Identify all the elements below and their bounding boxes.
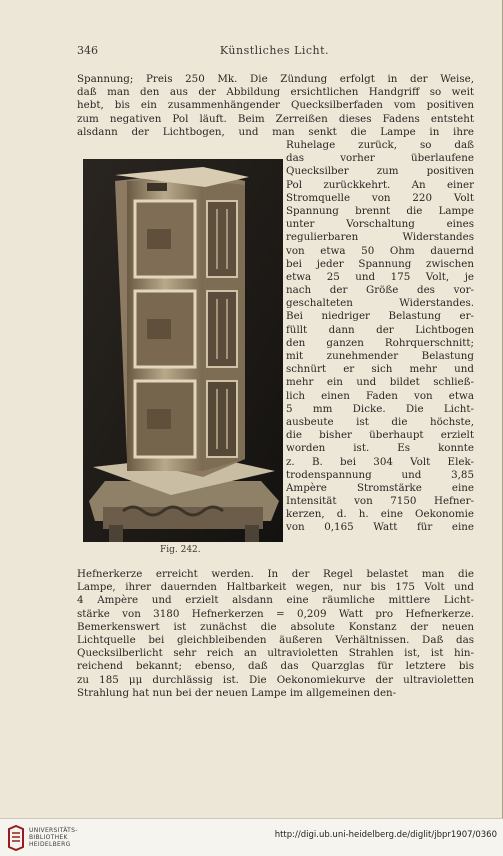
running-title: Künstliches Licht. <box>219 44 330 57</box>
text-line: Hefnerkerze erreicht werden. In der Regel belastet man die <box>77 568 474 580</box>
text-line: nach der Größe des vor- <box>286 284 474 297</box>
text-line: Spannung brennt die Lampe <box>286 204 474 217</box>
text-line: Strahlung hat nun bei der neuen Lampe im allgemeinen den- <box>77 686 397 699</box>
text-line: Pol zurückkehrt. An einer <box>286 178 474 191</box>
text-line: von etwa 50 Ohm dauernd <box>286 244 474 257</box>
text-line: mehr ein und bildet schließ- <box>286 376 474 389</box>
text-line: das vorher überlaufene <box>286 152 474 165</box>
text-line: 5 mm Dicke. Die Licht- <box>286 402 474 415</box>
text-line: regulierbaren Widerstandes <box>286 231 474 244</box>
text-line: Intensität von 7150 Hefner- <box>286 495 474 508</box>
library-line: HEIDELBERG <box>29 841 71 848</box>
text-line: z. B. bei 304 Volt Elek- <box>286 455 474 468</box>
text-line: Lampe, ihrer dauernden Haltbarkeit wegen, nur bis 175 Volt und <box>77 581 474 594</box>
text-line: bei jeder Spannung zwischen <box>286 257 474 270</box>
text-line: hebt, bis ein zusammenhängender Quecksilberfaden vom positiven <box>77 99 474 112</box>
paragraph-side <box>286 139 474 535</box>
text-line: Stromquelle von 220 Volt <box>286 191 474 204</box>
library-line: BIBLIOTHEK <box>29 834 68 841</box>
text-line: schnürt er sich mehr und <box>286 363 474 376</box>
library-name <box>29 827 78 848</box>
text-line: lich einen Faden von etwa <box>286 389 474 402</box>
text-line: alsdann der Lichtbogen, und man senkt die Lampe in ihre <box>77 125 474 138</box>
text-line: 4 Ampère und erzielt alsdann eine räumliche mittlere Licht- <box>77 594 474 607</box>
page-number: 346 <box>77 44 98 57</box>
text-line: etwa 25 und 175 Volt, je <box>286 270 474 283</box>
text-line: Spannung; Preis 250 Mk. Die Zündung erfolgt in der Weise, <box>77 73 474 85</box>
text-line: worden ist. Es konnte <box>286 442 474 455</box>
text-line: reichend bekannt; ebenso, daß das Quarzglas für letztere bis <box>77 660 474 673</box>
running-header <box>77 44 472 58</box>
text-line: zu 185 μμ durchlässig ist. Die Oekonomiekurve der ultravioletten <box>77 673 474 686</box>
text-line: trodenspannung und 3,85 <box>286 468 474 481</box>
text-line: geschalteten Widerstandes. <box>286 297 474 310</box>
text-line: unter Vorschaltung eines <box>286 218 474 231</box>
text-line: ausbeute ist die höchste, <box>286 415 474 428</box>
text-line: von 0,165 Watt für eine <box>286 521 474 534</box>
viewer-footer <box>0 818 503 856</box>
figure-caption: Fig. 242. <box>160 545 201 555</box>
text-line: kerzen, d. h. eine Oekonomie <box>286 508 474 521</box>
library-logo[interactable] <box>6 825 116 851</box>
paragraph-top <box>77 73 474 139</box>
text-line: daß man den aus der Abbildung ersichtlichen Handgriff so weit <box>77 86 474 99</box>
paragraph-bottom <box>77 568 474 700</box>
library-seal-icon <box>6 825 26 851</box>
text-line: Bemerkenswert ist zunächst die absolute Konstanz der neuen <box>77 620 474 633</box>
text-line: Bei niedriger Belastung er- <box>286 310 474 323</box>
text-line: füllt dann der Lichtbogen <box>286 323 474 336</box>
text-line: zum negativen Pol läuft. Beim Zerreißen dieses Fadens entsteht <box>77 112 474 125</box>
lamp-illustration <box>83 159 283 542</box>
library-line: UNIVERSITÄTS- <box>29 827 78 834</box>
text-line: Lichtquelle bei gleichbleibenden äußeren Verhältnissen. Daß das <box>77 633 474 646</box>
text-line: Ampère Stromstärke eine <box>286 481 474 494</box>
text-line: Quecksilber zum positiven <box>286 165 474 178</box>
text-line: den ganzen Rohrquerschnitt; <box>286 336 474 349</box>
text-line: Quecksilberlicht sehr reich an ultravioletten Strahlen ist, ist hin- <box>77 647 474 660</box>
permalink-url[interactable]: http://digi.ub.uni-heidelberg.de/diglit/jbpr1907/0360 <box>274 830 497 840</box>
text-line: stärke von 3180 Hefnerkerzen = 0,209 Watt pro Hefnerkerze. <box>77 607 474 620</box>
figure-lamp-photo <box>83 159 283 542</box>
text-line: mit zunehmender Belastung <box>286 350 474 362</box>
text-line: Ruhelage zurück, so daß <box>286 139 474 151</box>
text-line: die bisher überhaupt erzielt <box>286 429 474 442</box>
